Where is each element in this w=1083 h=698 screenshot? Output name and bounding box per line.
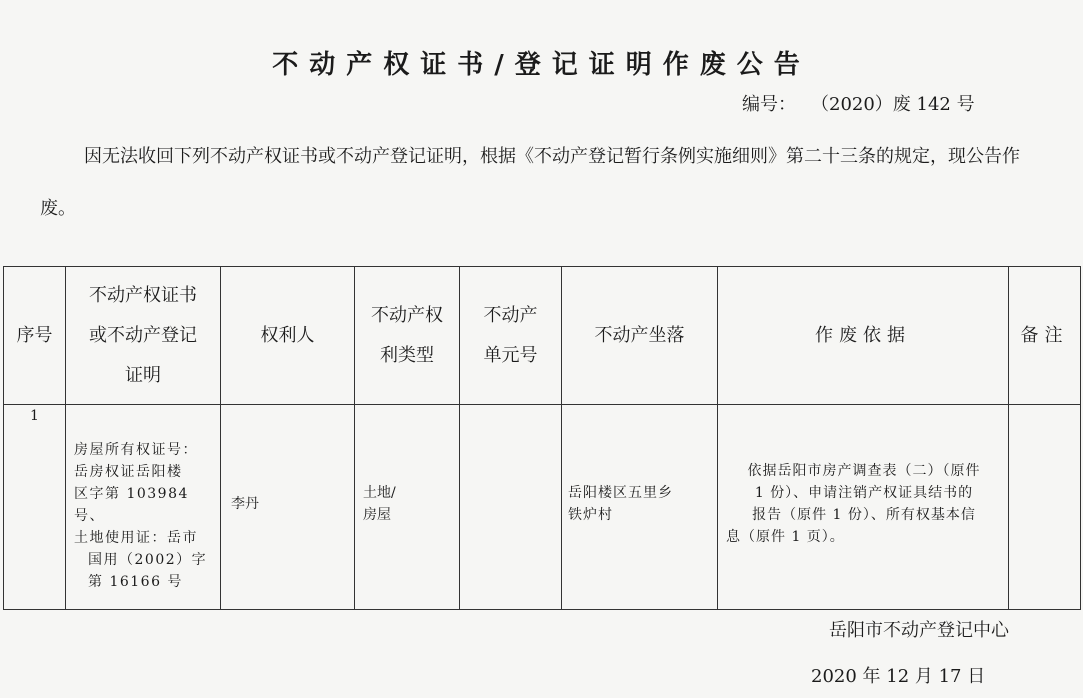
header-unit-number-line2: 单元号 <box>483 344 538 366</box>
notice-title: 不动产权证书/登记证明作废公告 <box>272 50 811 80</box>
header-certificate <box>66 267 221 405</box>
header-right-type <box>355 267 460 405</box>
header-remark: 备注 <box>1009 267 1081 405</box>
cell-holder <box>221 405 355 610</box>
issue-date: 2020 年 12 月 17 日 <box>811 666 986 687</box>
cell-right-type <box>355 405 460 610</box>
header-right-type-line2: 利类型 <box>380 344 434 366</box>
certificate-line: 第 16166 号 <box>88 574 183 590</box>
header-holder: 权利人 <box>221 267 355 405</box>
cell-unit-number <box>460 405 562 610</box>
intro-paragraph: 因无法收回下列不动产权证书或不动产登记证明，根据《不动产登记暂行条例实施细则》第二十三条的规定，现公告作废。 <box>40 146 1020 219</box>
certificate-line: 土地使用证：岳市 <box>74 530 198 546</box>
document-number-value: （2020）废 142 号 <box>820 94 975 115</box>
basis-line: 依据岳阳市房产调查表（二）（原件 <box>747 463 981 479</box>
table-header-row <box>4 267 1081 405</box>
certificate-line: 国用（2002）字 <box>88 552 208 568</box>
basis-line: 1 份）、申请注销产权证具结书的 <box>754 485 974 501</box>
basis-line: 报告（原件 1 份）、所有权基本信 <box>752 507 976 523</box>
header-location: 不动产坐落 <box>562 267 718 405</box>
header-unit-number <box>460 267 562 405</box>
certificate-line: 岳房权证岳阳楼 <box>74 464 183 480</box>
cell-void-basis <box>718 405 1009 610</box>
header-certificate-line3: 证明 <box>125 364 161 386</box>
header-unit-number-line1: 不动产 <box>483 304 538 326</box>
header-seq: 序号 <box>4 267 66 405</box>
header-certificate-line2: 或不动产登记 <box>89 324 197 346</box>
cell-seq: 1 <box>4 405 66 610</box>
table-row <box>4 405 1081 610</box>
certificate-line: 房屋所有权证号： <box>74 442 198 458</box>
location-line: 铁炉村 <box>568 507 613 523</box>
basis-line: 息（原件 1 页）。 <box>726 529 845 545</box>
issuing-organization: 岳阳市不动产登记中心 <box>829 620 1009 641</box>
cell-remark <box>1009 405 1081 610</box>
certificate-line: 区字第 103984 号、 <box>74 486 189 524</box>
document-number <box>742 90 975 116</box>
holder-name: 李丹 <box>231 496 259 512</box>
document-number-label: 编号： <box>742 94 796 115</box>
header-right-type-line1: 不动产权 <box>371 304 443 326</box>
cell-location <box>562 405 718 610</box>
location-line: 岳阳楼区五里乡 <box>568 485 673 501</box>
header-void-basis: 作废依据 <box>718 267 1009 405</box>
header-certificate-line1: 不动产权证书 <box>89 284 197 306</box>
right-type-line: 房屋 <box>363 507 391 523</box>
void-notice-table <box>3 266 1081 610</box>
right-type-line: 土地/ <box>363 485 396 501</box>
cell-certificate <box>66 405 221 610</box>
